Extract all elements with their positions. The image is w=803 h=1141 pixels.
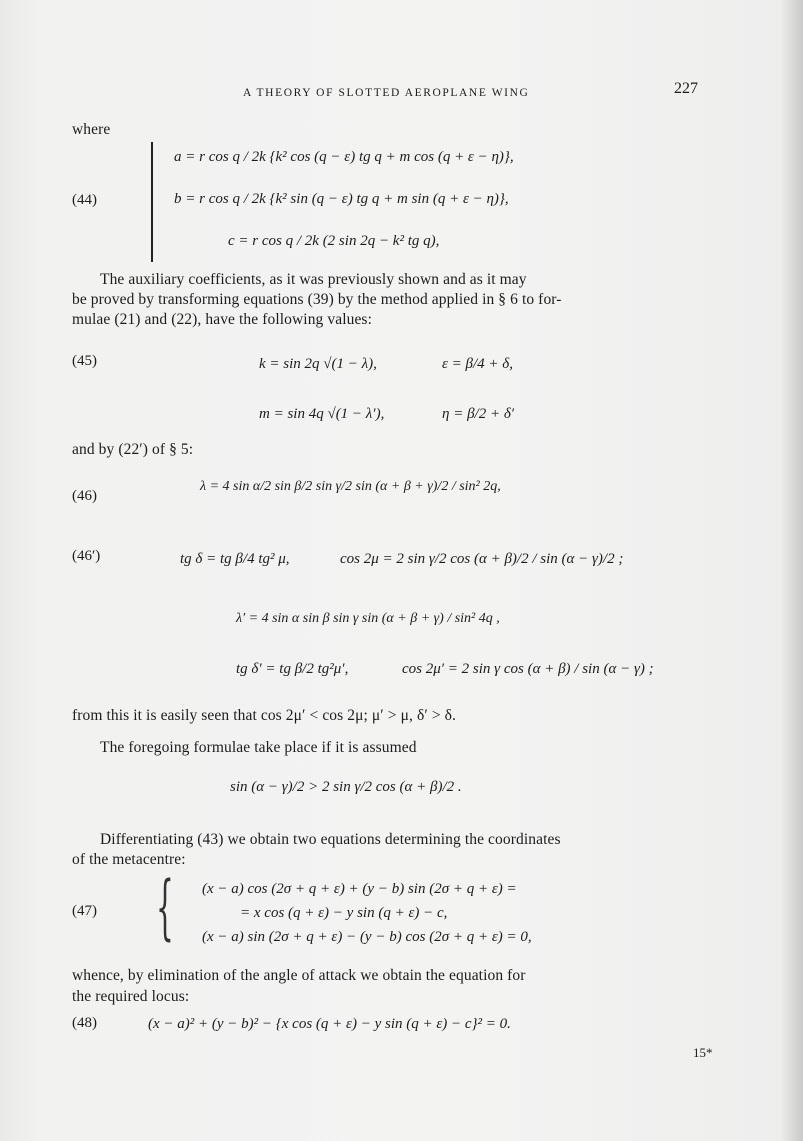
inequality: sin (α − γ)/2 > 2 sin γ/2 cos (α + β)/2 .: [230, 779, 462, 795]
eq45-m: m = sin 4q √(1 − λ′),: [259, 406, 385, 422]
eq47-label: (47): [72, 903, 97, 919]
running-header: A THEORY OF SLOTTED AEROPLANE WING: [243, 87, 530, 99]
by22-line: and by (22′) of § 5:: [72, 441, 194, 458]
aux-line-1: The auxiliary coefficients, as it was previously shown and as it may: [100, 271, 527, 288]
eq47-line-3: (x − a) sin (2σ + q + ε) − (y − b) cos (2σ + q + ε) = 0,: [202, 929, 532, 945]
eq46-lambda: λ = 4 sin α/2 sin β/2 sin γ/2 sin (α + β + γ)/2 / sin² 2q,: [200, 479, 501, 494]
eq48-expr: (x − a)² + (y − b)² − {x cos (q + ε) − y sin (q + ε) − c}² = 0.: [148, 1016, 511, 1032]
signature-mark: 15*: [693, 1045, 713, 1060]
eq45-eps: ε = β/4 + δ,: [442, 356, 514, 372]
foregoing-line: The foregoing formulae take place if it is assumed: [100, 739, 417, 756]
eq44-b: b = r cos q / 2k {k² sin (q − ε) tg q + m sin (q + ε − η)},: [174, 191, 509, 207]
word-where: where: [72, 121, 111, 138]
eq44-label: (44): [72, 192, 97, 208]
eq46p-tgdelta: tg δ = tg β/4 tg² μ,: [180, 551, 290, 567]
eq46-label: (46): [72, 488, 97, 504]
whence-line-1: whence, by elimination of the angle of attack we obtain the equation for: [72, 967, 526, 984]
eq44-c: c = r cos q / 2k (2 sin 2q − k² tg q),: [228, 233, 440, 249]
eq45-eta: η = β/2 + δ′: [442, 406, 515, 422]
whence-line-2: the required locus:: [72, 988, 190, 1005]
from-line: from this it is easily seen that cos 2μ′ < cos 2μ; μ′ > μ, δ′ > δ.: [72, 707, 457, 724]
eq47-brace: {: [156, 866, 174, 948]
diff-line-2: of the metacentre:: [72, 851, 186, 868]
eq44-bar: [151, 142, 153, 262]
eq46p-lambdap: λ′ = 4 sin α sin β sin γ sin (α + β + γ) / sin² 4q ,: [236, 611, 500, 626]
eq45-label: (45): [72, 353, 97, 369]
eq47-line-2: = x cos (q + ε) − y sin (q + ε) − c,: [240, 905, 448, 921]
eq44-a: a = r cos q / 2k {k² cos (q − ε) tg q + m cos (q + ε − η)},: [174, 149, 514, 165]
eq48-label: (48): [72, 1015, 97, 1031]
eq46p-cos2mup: cos 2μ′ = 2 sin γ cos (α + β) / sin (α − γ) ;: [402, 661, 654, 677]
eq46p-tgdeltap: tg δ′ = tg β/2 tg²μ′,: [236, 661, 349, 677]
aux-line-3: mulae (21) and (22), have the following values:: [72, 311, 372, 328]
eq46p-label: (46′): [72, 548, 101, 564]
diff-line-1: Differentiating (43) we obtain two equations determining the coordinates: [100, 831, 561, 848]
eq45-k: k = sin 2q √(1 − λ),: [259, 356, 377, 372]
page-number: 227: [674, 80, 698, 97]
eq47-line-1: (x − a) cos (2σ + q + ε) + (y − b) sin (2σ + q + ε) =: [202, 881, 517, 897]
aux-line-2: be proved by transforming equations (39) by the method applied in § 6 to for-: [72, 291, 562, 308]
eq46p-cos2mu: cos 2μ = 2 sin γ/2 cos (α + β)/2 / sin (α − γ)/2 ;: [340, 551, 624, 567]
